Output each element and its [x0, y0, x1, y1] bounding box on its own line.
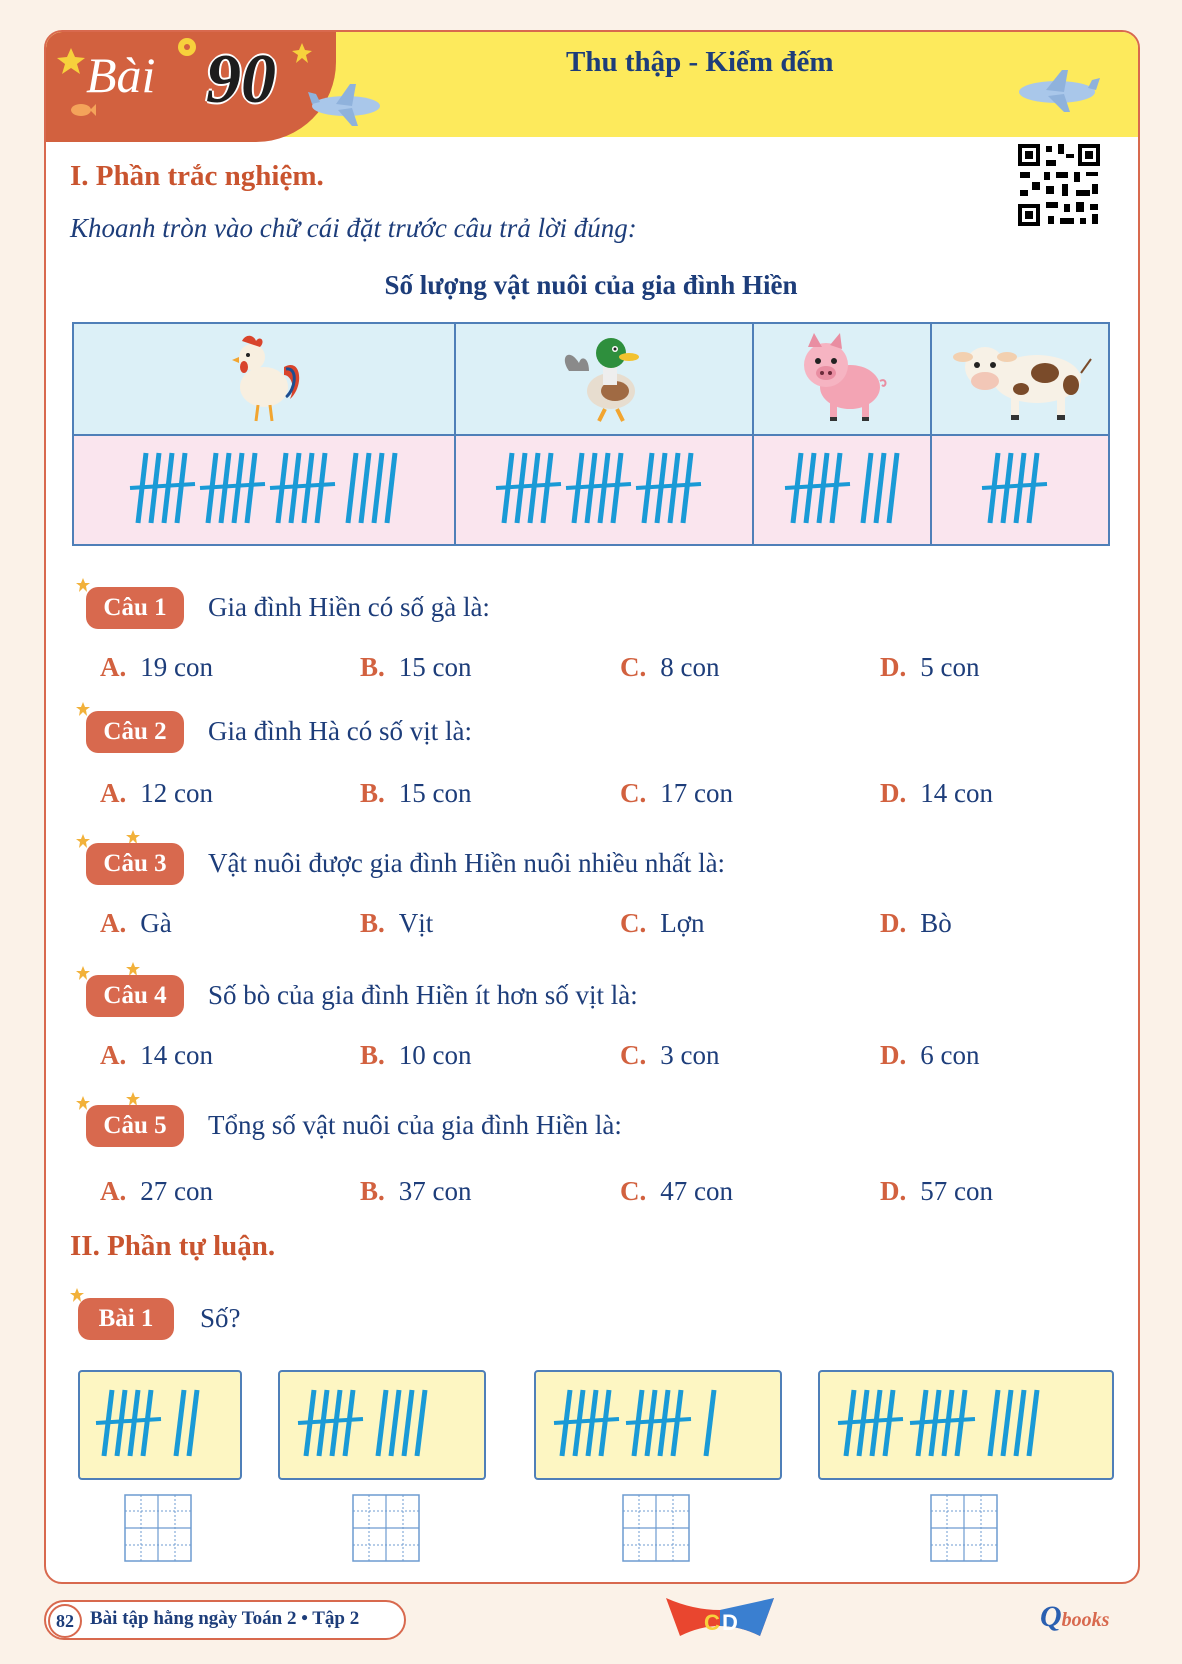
tally-marks [294, 1386, 436, 1460]
tally-box-4 [818, 1370, 1114, 1480]
book-title: Bài tập hằng ngày Toán 2 • Tập 2 [90, 1608, 360, 1629]
question-5-badge: Câu 5 [86, 1105, 184, 1147]
tally-stroke [1016, 1390, 1024, 1456]
pig-tally-cell [753, 435, 931, 545]
tally-stroke [164, 453, 172, 523]
tally-cross-stroke [785, 484, 850, 488]
question-2-text: Gia đình Hà có số vịt là: [208, 716, 472, 746]
flower-icon [176, 36, 198, 58]
tally-stroke [670, 453, 678, 523]
star-icon [126, 1092, 140, 1106]
chicken-cell [73, 323, 455, 435]
cow-cell [931, 323, 1109, 435]
question-5-text: Tổng số vật nuôi của gia đình Hiền là: [208, 1110, 622, 1140]
star-icon [56, 46, 86, 76]
question-4-badge: Câu 4 [86, 975, 184, 1017]
tally-stroke [361, 453, 369, 523]
tally-stroke [391, 1390, 399, 1456]
tally-stroke [876, 453, 884, 523]
tally-stroke [345, 1390, 353, 1456]
tally-stroke [143, 1390, 151, 1456]
answer-grid-1[interactable] [124, 1494, 192, 1562]
star-icon [126, 962, 140, 976]
tally-marks [974, 449, 1066, 527]
tally-stroke [1029, 453, 1037, 523]
tally-stroke [601, 1390, 609, 1456]
q2-option-d[interactable]: D. 14 con [880, 778, 993, 808]
q4-option-d[interactable]: D. 6 con [880, 1040, 980, 1070]
tally-stroke [530, 453, 538, 523]
tally-stroke [378, 1390, 386, 1456]
question-1-badge: Câu 1 [86, 587, 184, 629]
tally-stroke [889, 453, 897, 523]
tally-stroke [1003, 1390, 1011, 1456]
tally-cross-stroke [200, 484, 265, 488]
tally-cross-stroke [130, 484, 195, 488]
tally-stroke [176, 1390, 184, 1456]
q3-option-c[interactable]: C. Lợn [620, 908, 705, 938]
tally-cross-stroke [910, 1419, 975, 1423]
question-2-badge: Câu 2 [86, 711, 184, 753]
tally-stroke [863, 453, 871, 523]
tally-cross-stroke [982, 484, 1047, 488]
tally-cross-stroke [838, 1419, 903, 1423]
tally-stroke [600, 453, 608, 523]
star-icon [76, 834, 90, 848]
lesson-tag [46, 32, 336, 142]
qbooks-logo [1040, 1600, 1109, 1634]
tally-stroke [417, 1390, 425, 1456]
table-title: Số lượng vật nuôi của gia đình Hiền [384, 270, 798, 300]
q3-option-a[interactable]: A. Gà [100, 908, 172, 938]
tally-stroke [706, 1390, 714, 1456]
lesson-number: 90 [206, 41, 276, 118]
tally-stroke [832, 453, 840, 523]
answer-grid-2[interactable] [352, 1494, 420, 1562]
tally-stroke [374, 453, 382, 523]
tally-cross-stroke [270, 484, 335, 488]
qr-code-icon [1016, 142, 1102, 228]
question-1-text: Gia đình Hiền có số gà là: [208, 592, 490, 622]
tally-stroke [304, 453, 312, 523]
tally-cross-stroke [298, 1419, 363, 1423]
question-4-text: Số bò của gia đình Hiền ít hơn số vịt là: [208, 980, 638, 1010]
q3-option-b[interactable]: B. Vịt [360, 908, 434, 938]
tally-cross-stroke [566, 484, 631, 488]
tally-stroke [404, 1390, 412, 1456]
q5-option-c[interactable]: C. 47 con [620, 1176, 733, 1206]
q2-option-a[interactable]: A. 12 con [100, 778, 213, 808]
q5-option-d[interactable]: D. 57 con [880, 1176, 993, 1206]
tally-box-2 [278, 1370, 486, 1480]
star-icon [76, 702, 90, 716]
tally-marks [92, 1386, 208, 1460]
tally-stroke [613, 453, 621, 523]
tally-stroke [247, 453, 255, 523]
tally-stroke [177, 453, 185, 523]
tally-stroke [189, 1390, 197, 1456]
section-heading-essay: II. Phần tự luận. [70, 1230, 276, 1262]
footer-book-pill [44, 1600, 406, 1640]
tally-cross-stroke [96, 1419, 161, 1423]
tally-table [72, 322, 1110, 546]
q3-option-d[interactable]: D. Bò [880, 908, 952, 938]
tally-stroke [317, 453, 325, 523]
cow-icon [945, 329, 1095, 425]
instruction-text: Khoanh tròn vào chữ cái đặt trước câu trả lời đúng: [70, 213, 637, 243]
answer-grid-4[interactable] [930, 1494, 998, 1562]
star-icon [76, 578, 90, 592]
tally-stroke [819, 453, 827, 523]
answer-grid-3[interactable] [622, 1494, 690, 1562]
svg-text:D: D [722, 1610, 738, 1635]
q1-option-d[interactable]: D. 5 con [880, 652, 980, 682]
tally-box-3 [534, 1370, 782, 1480]
cow-tally-cell [931, 435, 1109, 545]
tally-marks [122, 449, 406, 527]
tally-stroke [872, 1390, 880, 1456]
tally-stroke [944, 1390, 952, 1456]
tally-stroke [957, 1390, 965, 1456]
tally-stroke [1029, 1390, 1037, 1456]
q4-option-a[interactable]: A. 14 con [100, 1040, 213, 1070]
tally-stroke [885, 1390, 893, 1456]
lesson-word: Bài [86, 47, 156, 103]
airplane-icon [1012, 66, 1102, 114]
tally-stroke [543, 453, 551, 523]
tally-cross-stroke [554, 1419, 619, 1423]
tally-marks [550, 1386, 725, 1460]
section-heading-multiple-choice: I. Phần trắc nghiệm. [70, 160, 324, 192]
star-icon [76, 1096, 90, 1110]
tally-stroke [130, 1390, 138, 1456]
tally-marks [834, 1386, 1048, 1460]
tally-marks [777, 449, 908, 527]
q2-option-c[interactable]: C. 17 con [620, 778, 733, 808]
tally-stroke [660, 1390, 668, 1456]
star-icon [126, 830, 140, 844]
star-icon [76, 966, 90, 980]
chicken-icon [224, 327, 304, 427]
tally-stroke [1016, 453, 1024, 523]
svg-text:C: C [704, 1610, 720, 1635]
q2-option-b[interactable]: B. 15 con [360, 778, 472, 808]
q4-option-c[interactable]: C. 3 con [620, 1040, 720, 1070]
pig-cell [753, 323, 931, 435]
tally-stroke [588, 1390, 596, 1456]
tally-stroke [234, 453, 242, 523]
logo-q-letter: Q [1040, 1600, 1062, 1633]
fish-icon [70, 102, 96, 118]
cd-logo-icon [664, 1592, 776, 1640]
tally-stroke [387, 453, 395, 523]
lesson-title: Thu thập - Kiểm đếm [566, 46, 834, 78]
page-number: 82 [48, 1604, 82, 1638]
logo-books-text: books [1061, 1609, 1110, 1631]
tally-marks [488, 449, 720, 527]
airplane-icon [306, 80, 386, 128]
exercise-1-text: Số? [200, 1303, 241, 1333]
q5-option-b[interactable]: B. 37 con [360, 1176, 472, 1206]
q1-option-c[interactable]: C. 8 con [620, 652, 720, 682]
exercise-1-badge: Bài 1 [78, 1298, 174, 1340]
tally-stroke [683, 453, 691, 523]
question-3-text: Vật nuôi được gia đình Hiền nuôi nhiều nhất là: [208, 848, 726, 878]
tally-stroke [673, 1390, 681, 1456]
q1-option-b[interactable]: B. 15 con [360, 652, 472, 682]
duck-icon [559, 327, 649, 427]
duck-tally-cell [455, 435, 753, 545]
tally-stroke [348, 453, 356, 523]
star-small-icon [291, 42, 313, 64]
question-3-badge: Câu 3 [86, 843, 184, 885]
duck-cell [455, 323, 753, 435]
tally-cross-stroke [496, 484, 561, 488]
q5-option-a[interactable]: A. 27 con [100, 1176, 213, 1206]
q4-option-b[interactable]: B. 10 con [360, 1040, 472, 1070]
pig-icon [792, 329, 892, 425]
tally-stroke [332, 1390, 340, 1456]
chicken-tally-cell [73, 435, 455, 545]
tally-box-1 [78, 1370, 242, 1480]
tally-cross-stroke [636, 484, 701, 488]
q1-option-a[interactable]: A. 19 con [100, 652, 213, 682]
tally-stroke [990, 1390, 998, 1456]
tally-cross-stroke [626, 1419, 691, 1423]
